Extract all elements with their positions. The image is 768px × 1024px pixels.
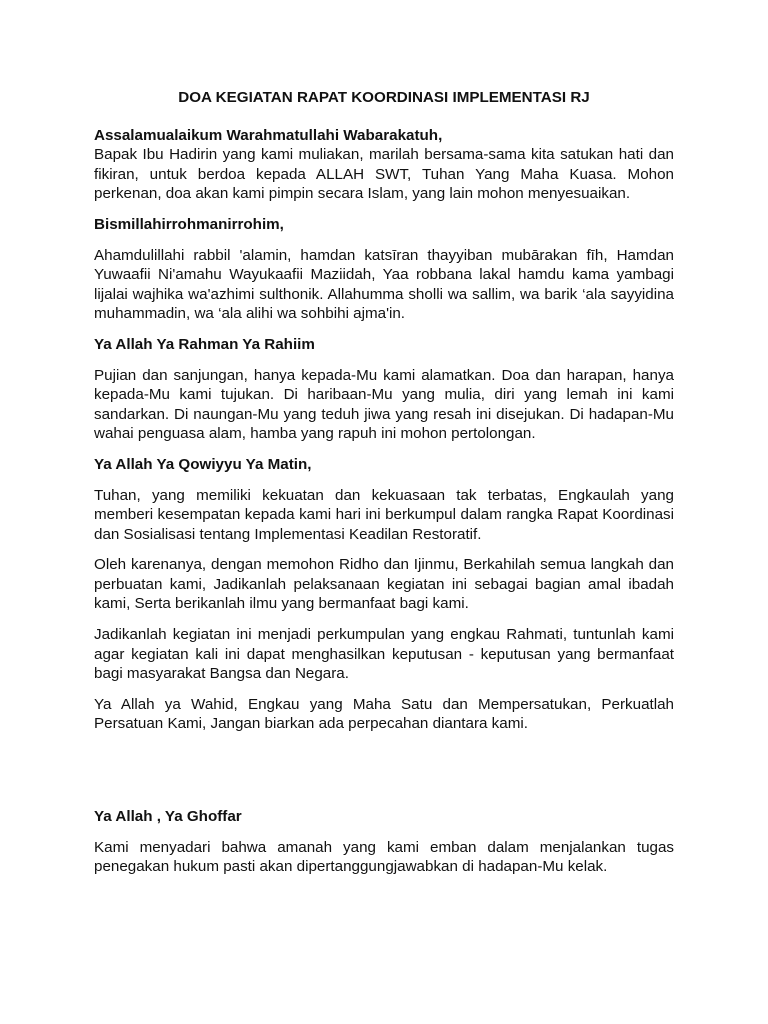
blank-space <box>94 745 674 807</box>
document-title: DOA KEGIATAN RAPAT KOORDINASI IMPLEMENTASI RJ <box>178 89 590 106</box>
section-heading-qowiyyu: Ya Allah Ya Qowiyyu Ya Matin, <box>94 455 312 473</box>
paragraph-praise: Pujian dan sanjungan, hanya kepada-Mu kami alamatkan. Doa dan harapan, hanya kepada-Mu kami tujukan. Di haribaan-Mu yang mulia, diri yang lemah ini kami sandarkan. Di naungan-Mu yang teduh jiwa yang resah ini disejukan. Di hadapan-Mu wahai penguasa alam, hamba yang rapuh ini mohon pertolongan. <box>94 366 674 443</box>
greeting-block <box>94 126 674 204</box>
intro-paragraph: Bapak Ibu Hadirin yang kami muliakan, marilah bersama-sama kita satukan hati dan fikiran, untuk berdoa kepada ALLAH SWT, Tuhan Yang Maha Kuasa. Mohon perkenan, doa akan kami pimpin secara Islam, yang lain mohon menyesuaikan. <box>94 146 674 203</box>
paragraph-mercy: Jadikanlah kegiatan ini menjadi perkumpulan yang engkau Rahmati, tuntunlah kami agar kegiatan kali ini dapat menghasilkan keputusan - keputusan yang bermanfaat bagi masyarakat Bangsa dan Negara. <box>94 626 674 683</box>
bismillah-heading: Bismillahirrohmanirrohim, <box>94 215 284 233</box>
document-page <box>94 88 674 888</box>
paragraph-unity: Ya Allah ya Wahid, Engkau yang Maha Satu dan Mempersatukan, Perkuatlah Persatuan Kami, Jangan biarkan ada perpecahan diantara kami. <box>94 695 674 733</box>
paragraph-blessing: Oleh karenanya, dengan memohon Ridho dan Ijinmu, Berkahilah semua langkah dan perbuatan kami, Jadikanlah pelaksanaan kegiatan ini sebagai bagian amal ibadah kami, Serta berikanlah ilmu yang bermanfaat bagi kami. <box>94 556 674 613</box>
opening-prayer-paragraph: Ahamdulillahi rabbil 'alamin, hamdan katsīran thayyiban mubārakan fīh, Hamdan Yuwaafii Ni'amahu Wayukaafii Maziidah, Yaa robbana lakal hamdu kama yambagi lijalai wajhika wa'azhimi sulthonik. Allahumma sholli wa sallim, wa barik ‘ala sayyidina muhammadin, wa ‘ala alihi wa sohbihi ajma'in. <box>94 246 674 323</box>
section-heading-ghoffar: Ya Allah , Ya Ghoffar <box>94 808 242 826</box>
paragraph-power: Tuhan, yang memiliki kekuatan dan kekuasaan tak terbatas, Engkaulah yang memberi kesempatan kepada kami hari ini berkumpul dalam rangka Rapat Koordinasi dan Sosialisasi tentang Implementasi Keadilan Restoratif. <box>94 486 674 543</box>
section-heading-rahman: Ya Allah Ya Rahman Ya Rahiim <box>94 335 315 353</box>
paragraph-responsibility: Kami menyadari bahwa amanah yang kami emban dalam menjalankan tugas penegakan hukum pasti akan dipertanggungjawabkan di hadapan-Mu kelak. <box>94 838 674 876</box>
greeting-heading: Assalamualaikum Warahmatullahi Wabarakatuh, <box>94 126 443 144</box>
